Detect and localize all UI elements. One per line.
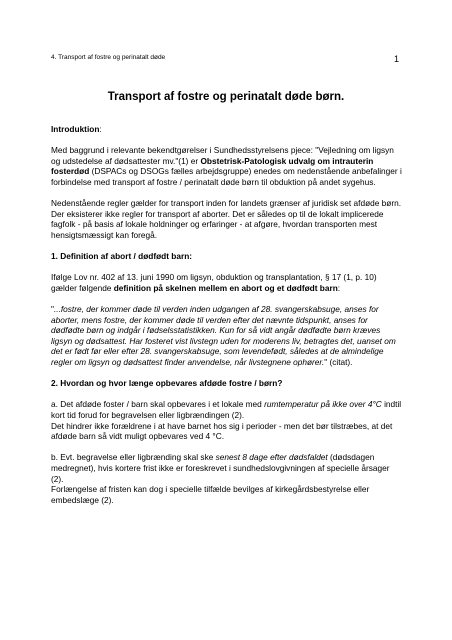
document-body — [51, 124, 403, 516]
running-header: 4. Transport af fostre og perinatalt døde — [51, 54, 166, 61]
section-2-item-a: a. Det afdøde foster / barn skal opbevares i et lokale med rumtemperatur på ikke over 4°C indtil kort tid forud for begravelsen eller ligbrændingen (2). Det hindrer ikke forældrene i at have barnet hos sig i perioder - men det bør tilstræbes, at det afdøde barn så vidt muligt opbevares ved 4 °C. — [51, 399, 402, 442]
page-number: 1 — [394, 54, 400, 64]
committee-name: Obstetrisk-Patologisk udvalg om intrauterin fosterdød — [51, 155, 374, 177]
intro-paragraph-2: Nedenstående regler gælder for transport inden for landets grænser af juridisk set afdøde børn. Der eksisterer ikke regler for transport af aborter. Det er således op til de lokalt implicerede fagfolk - på basis af lokale holdninger og erfaringer - at afgøre, hvordan transporten mest hensigtsmæssigt kan foregå. — [51, 198, 402, 240]
section-2-item-b: b. Evt. begravelse eller ligbrænding skal ske senest 8 dage efter dødsfaldet (dødsdagen medregnet), hvis kortere frist ikke er foreskrevet i sundhedslovgivningen af specielle årsager (2). Forlængelse af fristen kan dog i specielle tilfælde bevilges af kirkegårdsbestyrelse eller embedslæge (2). — [51, 452, 390, 505]
intro-heading: Introduktion: — [51, 124, 102, 134]
section-1-heading: 1. Definition af abort / dødfødt barn: — [51, 251, 193, 262]
document-title: Transport af fostre og perinatalt døde børn. — [107, 91, 345, 103]
section-2-heading: 2. Hvordan og hvor længe opbevares afdøde fostre / børn? — [51, 378, 283, 389]
intro-paragraph-1: Med baggrund i relevante bekendtgørelser i Sundhedsstyrelsens pjece: "Vejledning om ligsyn og udstedelse af dødsattester mv."(1) er Obstetrisk-Patologisk udvalg om intrauterin fosterdød (DSPACs og DSOGs fælles arbejdsgruppe) enedes om nedenstående anbefalinger i forbindelse med transport af fostre / perinatalt døde børn til obduktion på andet sygehus. — [51, 145, 402, 187]
law-quote: "...fostre, der kommer døde til verden inden udgangen af 28. svangerskabsuge, anses for aborter, mens fostre, der kommer døde til verden efter det nævnte tidspunkt, anses for dødfødte børn og indgår i fødselsstatistikken. Kun for så vidt angår dødfødte børn kræves ligsyn og dødsattest. Har fosteret vist livstegn uden for moderens liv, betragtes det, uanset om det er født før eller efter 28. svangerskabsuge, som levendefødt, således at de almindelige regler om ligsyn og dødsattest finder anvendelse, når livstegnene ophører." (citat). — [51, 304, 396, 368]
definition-phrase: definition på skelnen mellem en abort og et dødfødt barn — [113, 282, 338, 293]
section-1-paragraph: Ifølge Lov nr. 402 af 13. juni 1990 om ligsyn, obduktion og transplantation, § 17 (1, p. 10) gælder følgende definition på skelnen mellem en abort og et dødfødt barn: — [51, 272, 377, 293]
